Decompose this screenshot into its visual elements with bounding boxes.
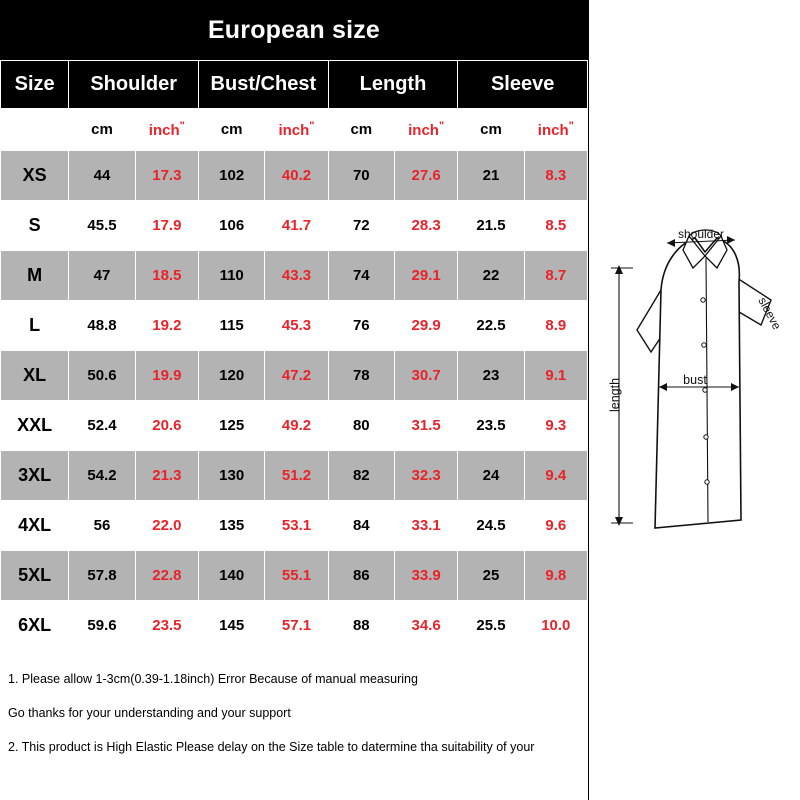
unit-shoulder-inch-text: inch [148,122,180,139]
cell-size: 5XL [1,551,69,601]
cell-sleeve-inch: 9.6 [524,501,587,551]
cell-sleeve-cm: 24.5 [458,501,524,551]
cell-shoulder-inch: 18.5 [135,251,198,301]
cell-bust-inch: 49.2 [265,401,328,451]
cell-length-inch: 31.5 [394,401,457,451]
cell-shoulder-cm: 59.6 [69,601,135,651]
cell-bust-inch: 51.2 [265,451,328,501]
cell-length-cm: 82 [328,451,394,501]
header-length: Length [328,61,458,109]
cell-shoulder-inch: 19.9 [135,351,198,401]
inch-mark-icon: " [179,120,185,132]
cell-length-inch: 32.3 [394,451,457,501]
unit-shoulder-cm: cm [69,109,135,151]
unit-sleeve-cm: cm [458,109,524,151]
table-group-header-row [1,61,588,109]
table-row [1,251,588,301]
cell-sleeve-inch: 8.7 [524,251,587,301]
cell-shoulder-cm: 44 [69,151,135,201]
cell-shoulder-inch: 17.3 [135,151,198,201]
cell-shoulder-cm: 48.8 [69,301,135,351]
cell-sleeve-cm: 24 [458,451,524,501]
cell-size: XS [1,151,69,201]
cell-length-cm: 86 [328,551,394,601]
cell-shoulder-cm: 54.2 [69,451,135,501]
unit-sleeve-inch [524,109,587,151]
cell-shoulder-inch: 17.9 [135,201,198,251]
cell-bust-inch: 40.2 [265,151,328,201]
cell-bust-inch: 45.3 [265,301,328,351]
page-title: European size [207,15,381,44]
header-shoulder: Shoulder [69,61,199,109]
cell-size: L [1,301,69,351]
cell-shoulder-cm: 45.5 [69,201,135,251]
table-row [1,351,588,401]
cell-length-inch: 27.6 [394,151,457,201]
table-row [1,551,588,601]
cell-sleeve-cm: 21 [458,151,524,201]
cell-size: XL [1,351,69,401]
table-row [1,301,588,351]
cell-bust-cm: 130 [199,451,265,501]
inch-mark-icon: " [438,120,445,132]
cell-length-cm: 72 [328,201,394,251]
cell-length-inch: 33.1 [394,501,457,551]
table-unit-row [1,109,588,151]
inch-mark-icon: " [568,120,574,132]
cell-shoulder-inch: 21.3 [135,451,198,501]
cell-bust-cm: 102 [199,151,265,201]
unit-length-inch-text: inch [408,122,439,139]
size-table [0,60,588,651]
cell-shoulder-inch: 20.6 [135,401,198,451]
cell-length-cm: 88 [328,601,394,651]
cell-bust-inch: 47.2 [265,351,328,401]
cell-shoulder-inch: 23.5 [135,601,198,651]
cell-sleeve-inch: 9.8 [524,551,587,601]
cell-shoulder-inch: 22.8 [135,551,198,601]
cell-bust-cm: 115 [199,301,265,351]
note-line-1: 1. Please allow 1-3cm(0.39-1.18inch) Error Because of manual measuring [8,672,418,686]
shirt-diagram [589,0,800,800]
cell-sleeve-inch: 9.1 [524,351,587,401]
cell-sleeve-cm: 22.5 [458,301,524,351]
cell-length-inch: 34.6 [394,601,457,651]
unit-bust-inch-text: inch [278,122,310,139]
unit-shoulder-inch [135,109,198,151]
cell-bust-inch: 55.1 [265,551,328,601]
cell-shoulder-inch: 19.2 [135,301,198,351]
shirt-illustration-panel [588,0,800,800]
cell-bust-cm: 140 [199,551,265,601]
label-length: length [608,377,622,413]
note-line-3: 2. This product is High Elastic Please delay on the Size table to datermine tha suitability of your [8,740,535,754]
cell-sleeve-cm: 22 [458,251,524,301]
cell-length-cm: 76 [328,301,394,351]
table-row [1,201,588,251]
cell-sleeve-cm: 23 [458,351,524,401]
header-bust-chest: Bust/Chest [199,61,329,109]
cell-size: 4XL [1,501,69,551]
unit-length-cm: cm [328,109,394,151]
cell-bust-cm: 110 [199,251,265,301]
length-arrow-top-icon [615,265,623,274]
cell-size: XXL [1,401,69,451]
label-sleeve: sleeve [755,294,784,333]
cell-shoulder-cm: 50.6 [69,351,135,401]
note-line-2: Go thanks for your understanding and your support [8,706,291,720]
cell-sleeve-cm: 23.5 [458,401,524,451]
cell-bust-inch: 41.7 [265,201,328,251]
cell-bust-cm: 106 [199,201,265,251]
header-size: Size [1,61,69,109]
cell-sleeve-cm: 25.5 [458,601,524,651]
table-row [1,451,588,501]
cell-bust-inch: 53.1 [265,501,328,551]
button-icon [704,435,708,439]
notes-section [0,660,588,800]
cell-sleeve-inch: 10.0 [524,601,587,651]
cell-length-cm: 84 [328,501,394,551]
cell-sleeve-inch: 8.9 [524,301,587,351]
button-icon [701,298,705,302]
cell-length-cm: 70 [328,151,394,201]
table-row [1,401,588,451]
cell-size: S [1,201,69,251]
label-shoulder: shoulder [677,227,725,241]
unit-sleeve-inch-text: inch [537,122,569,139]
cell-sleeve-cm: 21.5 [458,201,524,251]
shoulder-arrow-left-icon [667,239,675,247]
cell-length-inch: 30.7 [394,351,457,401]
cell-bust-cm: 125 [199,401,265,451]
cell-sleeve-inch: 9.4 [524,451,587,501]
unit-blank [1,109,69,151]
cell-length-cm: 78 [328,351,394,401]
cell-size: M [1,251,69,301]
cell-sleeve-cm: 25 [458,551,524,601]
cell-sleeve-inch: 9.3 [524,401,587,451]
unit-length-inch [394,109,457,151]
cell-sleeve-inch: 8.5 [524,201,587,251]
label-bust: bust [683,373,707,387]
header-sleeve: Sleeve [458,61,588,109]
cell-bust-cm: 120 [199,351,265,401]
table-row [1,601,588,651]
inch-mark-icon: " [309,120,315,132]
button-icon [702,343,706,347]
cell-size: 3XL [1,451,69,501]
length-arrow-bottom-icon [615,517,623,526]
cell-sleeve-inch: 8.3 [524,151,587,201]
button-icon [703,388,707,392]
shoulder-arrow-right-icon [727,236,735,244]
unit-bust-cm: cm [199,109,265,151]
cell-shoulder-cm: 56 [69,501,135,551]
cell-length-inch: 29.9 [394,301,457,351]
cell-size: 6XL [1,601,69,651]
cell-length-inch: 28.3 [394,201,457,251]
cell-length-cm: 74 [328,251,394,301]
table-row [1,151,588,201]
cell-bust-inch: 57.1 [265,601,328,651]
cell-shoulder-inch: 22.0 [135,501,198,551]
cell-length-inch: 33.9 [394,551,457,601]
cell-shoulder-cm: 47 [69,251,135,301]
cell-length-cm: 80 [328,401,394,451]
cell-shoulder-cm: 52.4 [69,401,135,451]
cell-bust-cm: 145 [199,601,265,651]
cell-length-inch: 29.1 [394,251,457,301]
cell-bust-inch: 43.3 [265,251,328,301]
unit-bust-inch [265,109,328,151]
button-icon [705,480,709,484]
table-row [1,501,588,551]
chart-title-bar [0,0,588,60]
cell-bust-cm: 135 [199,501,265,551]
cell-shoulder-cm: 57.8 [69,551,135,601]
